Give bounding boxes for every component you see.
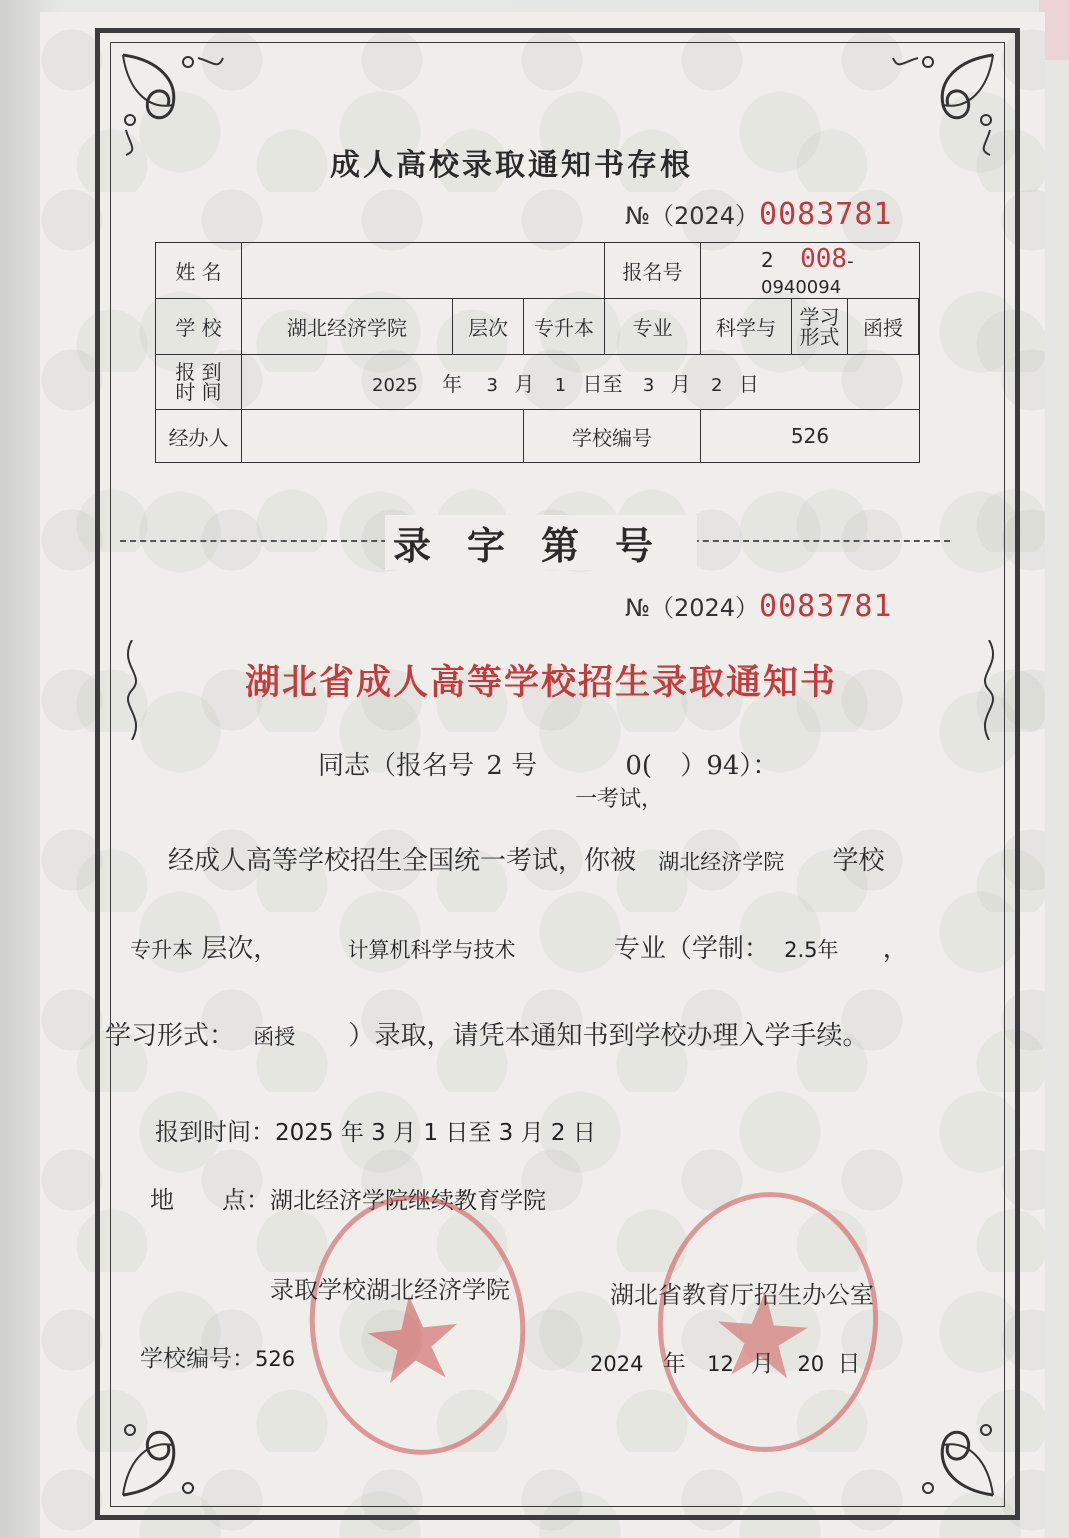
serial-value: 0083781	[759, 589, 893, 624]
handler-label: 经办人	[156, 410, 242, 463]
name-label: 姓 名	[156, 243, 242, 299]
serial-value: 0083781	[759, 197, 893, 232]
admitting-school: 录取学校湖北经济学院	[270, 1276, 510, 1304]
major-value: 科学与	[701, 299, 792, 355]
star-icon	[655, 1190, 871, 1443]
regno-part-red: 008	[800, 243, 848, 274]
admitted-level: 专升本	[130, 938, 193, 962]
study-form: 函授	[253, 1025, 296, 1049]
serial-label: №（2024）	[625, 594, 760, 622]
education-office-seal	[649, 1185, 887, 1460]
report-time-label-2: 时 间	[175, 380, 222, 404]
notice-line-4: 学习形式： 函授 ）录取，请凭本通知书到学校办理入学手续。	[105, 1021, 869, 1051]
notice-title: 湖北省成人高等学校招生录取通知书	[245, 662, 838, 703]
side-ornament-icon	[975, 640, 1003, 740]
study-form-label-2: 形式	[799, 324, 840, 349]
level-value: 专升本	[524, 299, 605, 355]
study-years: 2.5年	[784, 938, 839, 962]
school-value: 湖北经济学院	[242, 299, 453, 355]
notice-school-code: 学校编号：526	[140, 1346, 296, 1372]
notice-place: 地 点：湖北经济学院继续教育学院	[150, 1186, 546, 1214]
stub-serial-number	[625, 196, 892, 232]
notice-serial-number	[625, 588, 892, 624]
corner-ornament-icon	[118, 1390, 228, 1500]
admitted-school: 湖北经济学院	[658, 850, 785, 874]
notice-report-time: 报到时间：2025 年 3 月 1 日至 3 月 2 日	[155, 1118, 596, 1146]
report-time-label	[156, 355, 242, 410]
stub-table	[155, 242, 920, 463]
study-form-label-1: 学习	[799, 304, 840, 329]
report-time-label-1: 报 到	[175, 360, 222, 384]
school-label: 学 校	[156, 299, 242, 355]
level-label: 层次	[453, 299, 524, 355]
name-value	[242, 243, 605, 299]
school-code-label: 学校编号	[524, 410, 701, 463]
notice-exam-fragment: 一考试，	[575, 787, 664, 812]
admission-word-number: 录字第号	[385, 515, 697, 570]
corner-ornament-icon	[888, 1390, 998, 1500]
school-code-value: 526	[701, 410, 920, 463]
regno-part: 2	[761, 247, 774, 272]
regno-part: 0094	[795, 276, 842, 298]
serial-label: №（2024）	[625, 202, 760, 230]
notice-line-3: 专升本 层次， 计算机科学与技术 专业（学制： 2.5年 ，	[130, 934, 909, 964]
major-label: 专业	[605, 299, 701, 355]
admitted-major: 计算机科学与技术	[347, 938, 516, 962]
corner-ornament-icon	[118, 50, 228, 160]
regno-label: 报名号	[605, 243, 701, 299]
study-form-label	[792, 299, 848, 355]
star-icon	[302, 1191, 521, 1450]
notice-line-1: 同志（报名号 2 号 0( ）94）：	[318, 751, 779, 781]
study-form-value: 函授	[848, 299, 919, 355]
handler-value	[242, 410, 524, 463]
side-ornament-icon	[118, 640, 146, 740]
corner-ornament-icon	[888, 50, 998, 160]
issue-date: 2024 年 12 月 20 日	[590, 1351, 861, 1377]
stub-title: 成人高校录取通知书存根	[330, 148, 693, 183]
report-time-value: 2025 年 3 月 1 日至 3 月 2 日	[242, 355, 920, 410]
regno-value	[701, 243, 920, 299]
notice-line-2: 经成人高等学校招生全国统一考试，你被 湖北经济学院 学校	[168, 846, 885, 876]
enrollment-office: 湖北省教育厅招生办公室	[610, 1281, 874, 1309]
regno-part: -094	[761, 250, 854, 298]
